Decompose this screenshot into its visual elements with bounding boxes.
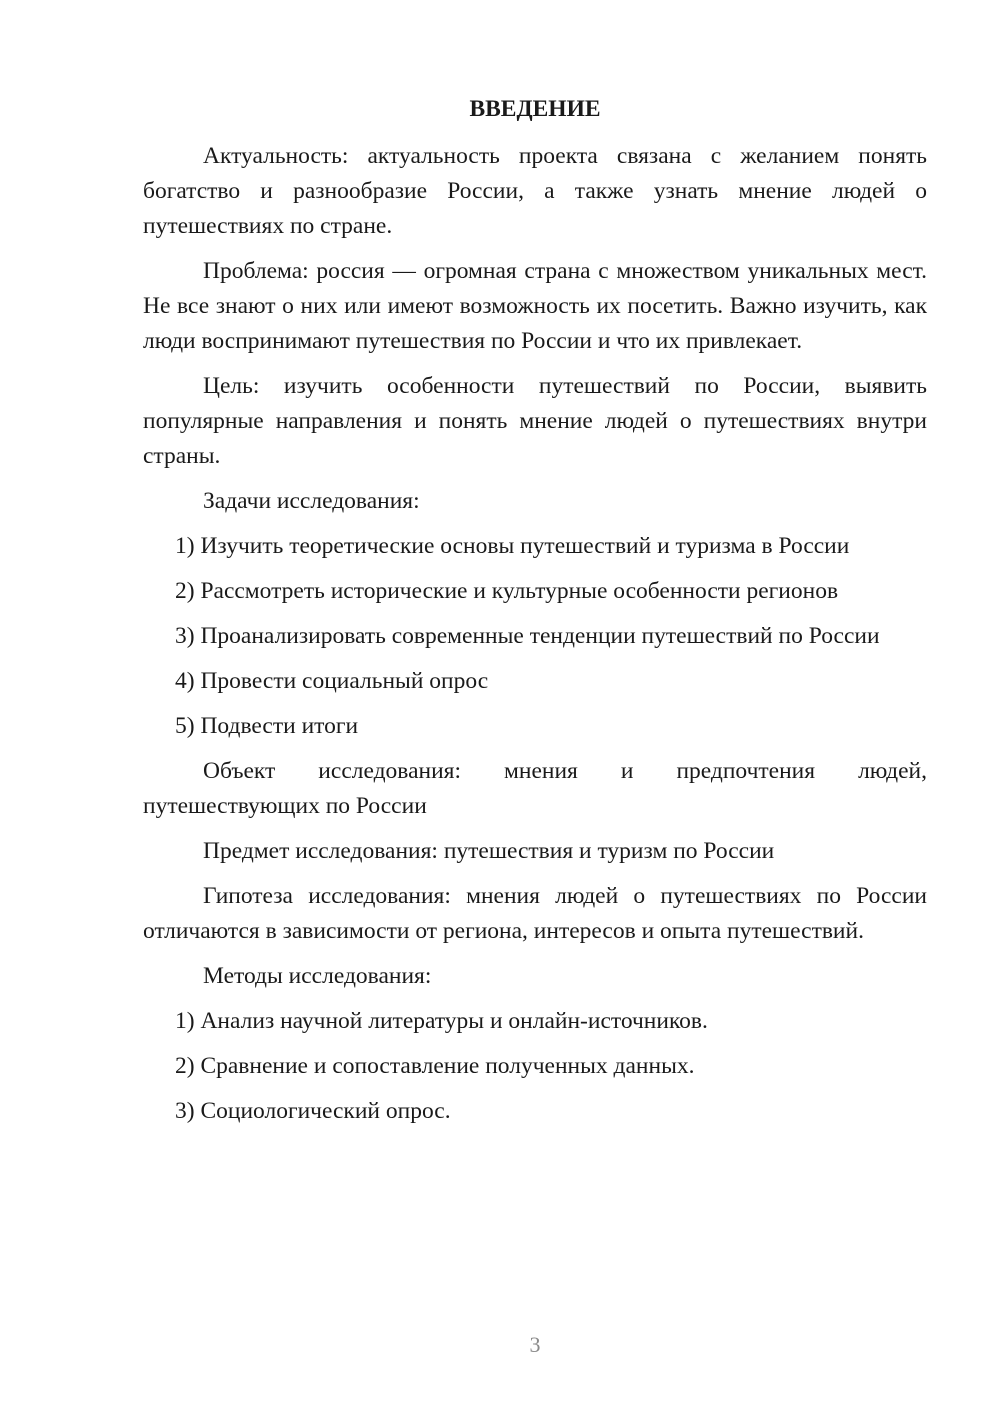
goal-paragraph: Цель: изучить особенности путешествий по России, выявить популярные направления и понять мнение людей о путешествиях внутри страны.	[143, 373, 927, 469]
problem-paragraph: Проблема: россия — огромная страна с множеством уникальных мест. Не все знают о них или имеют возможность их посетить. Важно изучить, как люди воспринимают путешествия по России и что их привлекает.	[143, 258, 927, 354]
task-item: 5) Подвести итоги	[175, 713, 359, 739]
hypothesis-paragraph: Гипотеза исследования: мнения людей о путешествиях по России отличаются в зависимости от региона, интересов и опыта путешествий.	[143, 883, 927, 944]
object-line-2: путешествующих по России	[143, 793, 427, 819]
method-item: 1) Анализ научной литературы и онлайн-источников.	[175, 1008, 708, 1034]
task-item: 4) Провести социальный опрос	[175, 668, 489, 694]
method-item: 2) Сравнение и сопоставление полученных данных.	[175, 1053, 695, 1079]
subject-line: Предмет исследования: путешествия и туризм по России	[203, 838, 775, 864]
section-title: ВВЕДЕНИЕ	[469, 96, 601, 122]
task-item: 2) Рассмотреть исторические и культурные особенности регионов	[175, 578, 839, 604]
task-item: 3) Проанализировать современные тенденции путешествий по России	[175, 623, 880, 649]
tasks-label: Задачи исследования:	[203, 488, 420, 514]
task-item: 1) Изучить теоретические основы путешествий и туризма в России	[175, 533, 850, 559]
page-content	[143, 92, 927, 1139]
page-number: 3	[529, 1332, 541, 1357]
methods-label: Методы исследования:	[203, 963, 432, 989]
relevance-paragraph: Актуальность: актуальность проекта связана с желанием понять богатство и разнообразие России, а также узнать мнение людей о путешествиях по стране.	[143, 143, 927, 239]
method-item: 3) Социологический опрос.	[175, 1098, 451, 1124]
object-paragraph	[143, 754, 927, 824]
object-line-1: Объект исследования: мнения и предпочтения людей,	[203, 758, 927, 784]
